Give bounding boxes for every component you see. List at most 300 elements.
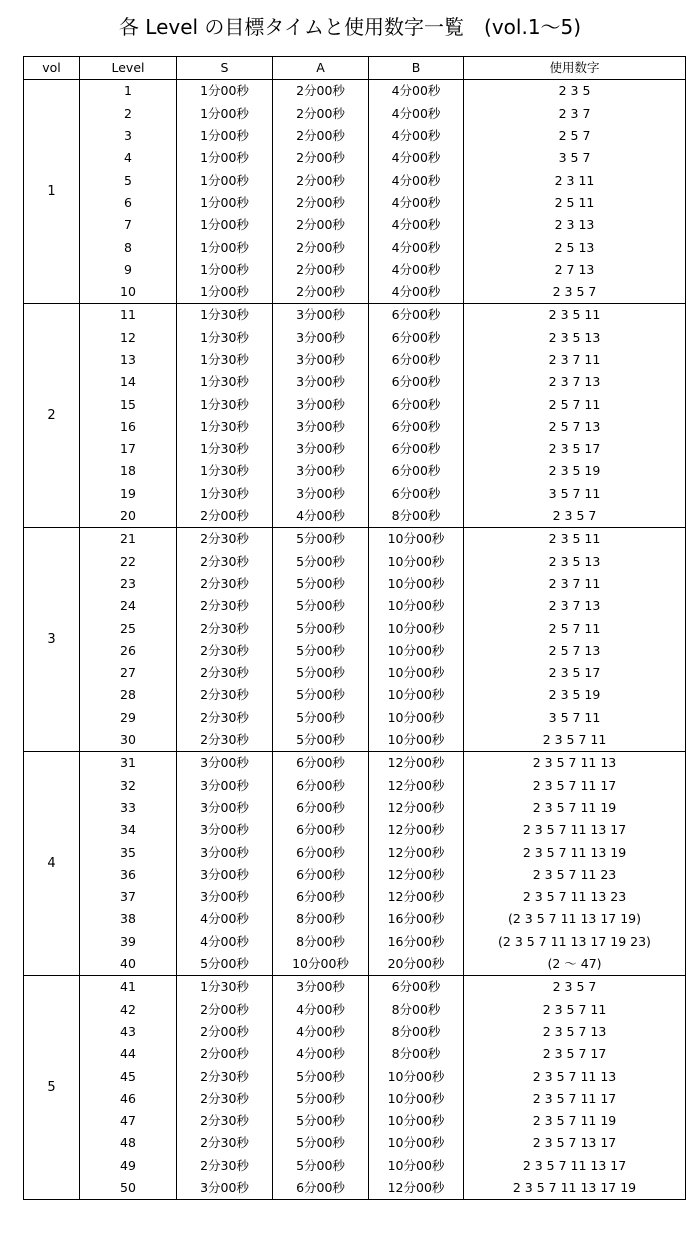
used-numbers-cell: 2 3 5 [464, 80, 686, 103]
vol-cell: 1 [24, 80, 80, 304]
table-row [24, 551, 686, 573]
table-row [24, 147, 686, 169]
s-time-cell: 1分00秒 [177, 192, 273, 214]
s-time-cell: 2分30秒 [177, 1110, 273, 1132]
header-a: A [273, 57, 369, 80]
header-b: B [369, 57, 464, 80]
used-numbers-cell: 2 3 7 13 [464, 371, 686, 393]
s-time-cell: 3分00秒 [177, 775, 273, 797]
a-time-cell: 2分00秒 [273, 236, 369, 258]
used-numbers-cell: 2 3 5 13 [464, 551, 686, 573]
a-time-cell: 3分00秒 [273, 976, 369, 999]
b-time-cell: 8分00秒 [369, 505, 464, 528]
s-time-cell: 1分00秒 [177, 80, 273, 103]
b-time-cell: 6分00秒 [369, 460, 464, 482]
vol-cell: 3 [24, 528, 80, 752]
a-time-cell: 5分00秒 [273, 1132, 369, 1154]
header-level: Level [80, 57, 177, 80]
b-time-cell: 10分00秒 [369, 1088, 464, 1110]
used-numbers-cell: 2 3 5 7 11 17 [464, 775, 686, 797]
b-time-cell: 10分00秒 [369, 1110, 464, 1132]
used-numbers-cell: 3 5 7 [464, 147, 686, 169]
s-time-cell: 3分00秒 [177, 1177, 273, 1200]
b-time-cell: 10分00秒 [369, 573, 464, 595]
s-time-cell: 1分00秒 [177, 103, 273, 125]
table-row [24, 908, 686, 930]
b-time-cell: 4分00秒 [369, 125, 464, 147]
s-time-cell: 2分30秒 [177, 1088, 273, 1110]
table-row [24, 1043, 686, 1065]
level-cell: 24 [80, 595, 177, 617]
table-row [24, 640, 686, 662]
table-row [24, 125, 686, 147]
table-row [24, 349, 686, 371]
level-cell: 30 [80, 729, 177, 752]
level-cell: 8 [80, 236, 177, 258]
level-cell: 28 [80, 684, 177, 706]
b-time-cell: 6分00秒 [369, 349, 464, 371]
b-time-cell: 10分00秒 [369, 729, 464, 752]
s-time-cell: 1分00秒 [177, 147, 273, 169]
used-numbers-cell: 2 3 5 7 11 13 [464, 1065, 686, 1087]
table-row [24, 281, 686, 304]
a-time-cell: 6分00秒 [273, 775, 369, 797]
b-time-cell: 6分00秒 [369, 371, 464, 393]
s-time-cell: 5分00秒 [177, 953, 273, 976]
s-time-cell: 4分00秒 [177, 931, 273, 953]
a-time-cell: 3分00秒 [273, 416, 369, 438]
s-time-cell: 1分30秒 [177, 438, 273, 460]
a-time-cell: 3分00秒 [273, 460, 369, 482]
level-cell: 23 [80, 573, 177, 595]
s-time-cell: 1分00秒 [177, 259, 273, 281]
s-time-cell: 1分30秒 [177, 349, 273, 371]
table-row [24, 1088, 686, 1110]
s-time-cell: 2分30秒 [177, 1155, 273, 1177]
b-time-cell: 10分00秒 [369, 1132, 464, 1154]
s-time-cell: 2分30秒 [177, 662, 273, 684]
a-time-cell: 2分00秒 [273, 214, 369, 236]
used-numbers-cell: 2 3 5 7 11 13 23 [464, 886, 686, 908]
a-time-cell: 5分00秒 [273, 1110, 369, 1132]
table-row [24, 953, 686, 976]
level-cell: 26 [80, 640, 177, 662]
used-numbers-cell: 2 3 5 7 [464, 281, 686, 304]
used-numbers-cell: 2 3 5 7 11 17 [464, 1088, 686, 1110]
b-time-cell: 8分00秒 [369, 1021, 464, 1043]
table-row [24, 528, 686, 551]
a-time-cell: 3分00秒 [273, 393, 369, 415]
b-time-cell: 4分00秒 [369, 169, 464, 191]
b-time-cell: 10分00秒 [369, 662, 464, 684]
b-time-cell: 10分00秒 [369, 528, 464, 551]
s-time-cell: 1分30秒 [177, 393, 273, 415]
table-row [24, 775, 686, 797]
table-row [24, 192, 686, 214]
b-time-cell: 12分00秒 [369, 864, 464, 886]
used-numbers-cell: 2 3 5 19 [464, 460, 686, 482]
s-time-cell: 2分30秒 [177, 573, 273, 595]
level-cell: 50 [80, 1177, 177, 1200]
table-row [24, 1021, 686, 1043]
s-time-cell: 1分00秒 [177, 281, 273, 304]
a-time-cell: 2分00秒 [273, 169, 369, 191]
level-cell: 11 [80, 304, 177, 327]
page-title: 各 Level の目標タイムと使用数字一覧 (vol.1～5) [118, 15, 582, 39]
a-time-cell: 2分00秒 [273, 281, 369, 304]
table-row [24, 1110, 686, 1132]
header-vol: vol [24, 57, 80, 80]
table-row [24, 1177, 686, 1200]
a-time-cell: 3分00秒 [273, 327, 369, 349]
b-time-cell: 10分00秒 [369, 551, 464, 573]
s-time-cell: 1分30秒 [177, 327, 273, 349]
level-cell: 1 [80, 80, 177, 103]
level-cell: 37 [80, 886, 177, 908]
used-numbers-cell: 2 3 5 7 11 13 17 [464, 819, 686, 841]
header-s: S [177, 57, 273, 80]
s-time-cell: 3分00秒 [177, 752, 273, 775]
b-time-cell: 12分00秒 [369, 841, 464, 863]
b-time-cell: 12分00秒 [369, 819, 464, 841]
level-cell: 5 [80, 169, 177, 191]
b-time-cell: 12分00秒 [369, 1177, 464, 1200]
a-time-cell: 4分00秒 [273, 1043, 369, 1065]
table-row [24, 1132, 686, 1154]
table-row [24, 1065, 686, 1087]
level-cell: 4 [80, 147, 177, 169]
a-time-cell: 6分00秒 [273, 797, 369, 819]
level-cell: 35 [80, 841, 177, 863]
header-row [24, 57, 686, 80]
used-numbers-cell: 2 3 5 7 17 [464, 1043, 686, 1065]
b-time-cell: 10分00秒 [369, 1065, 464, 1087]
b-time-cell: 6分00秒 [369, 327, 464, 349]
b-time-cell: 10分00秒 [369, 684, 464, 706]
a-time-cell: 5分00秒 [273, 595, 369, 617]
s-time-cell: 2分00秒 [177, 998, 273, 1020]
level-cell: 46 [80, 1088, 177, 1110]
b-time-cell: 6分00秒 [369, 393, 464, 415]
b-time-cell: 12分00秒 [369, 752, 464, 775]
used-numbers-cell: 2 3 5 7 [464, 976, 686, 999]
header-used-numbers: 使用数字 [464, 57, 686, 80]
table-row [24, 1155, 686, 1177]
table-row [24, 729, 686, 752]
used-numbers-cell: 2 5 7 [464, 125, 686, 147]
s-time-cell: 2分30秒 [177, 551, 273, 573]
b-time-cell: 4分00秒 [369, 147, 464, 169]
a-time-cell: 5分00秒 [273, 573, 369, 595]
level-cell: 38 [80, 908, 177, 930]
level-cell: 7 [80, 214, 177, 236]
level-cell: 49 [80, 1155, 177, 1177]
level-cell: 43 [80, 1021, 177, 1043]
level-cell: 33 [80, 797, 177, 819]
used-numbers-cell: 2 3 13 [464, 214, 686, 236]
used-numbers-cell: 2 3 5 7 11 23 [464, 864, 686, 886]
s-time-cell: 2分30秒 [177, 1065, 273, 1087]
used-numbers-cell: 2 3 11 [464, 169, 686, 191]
level-cell: 2 [80, 103, 177, 125]
level-cell: 39 [80, 931, 177, 953]
table-row [24, 169, 686, 191]
used-numbers-cell: 3 5 7 11 [464, 707, 686, 729]
table-row [24, 864, 686, 886]
used-numbers-cell: 2 5 7 11 [464, 393, 686, 415]
s-time-cell: 2分30秒 [177, 528, 273, 551]
level-cell: 47 [80, 1110, 177, 1132]
a-time-cell: 5分00秒 [273, 1155, 369, 1177]
a-time-cell: 4分00秒 [273, 505, 369, 528]
level-cell: 3 [80, 125, 177, 147]
a-time-cell: 10分00秒 [273, 953, 369, 976]
table-row [24, 80, 686, 103]
used-numbers-cell: (2 ～ 47) [464, 953, 686, 976]
a-time-cell: 6分00秒 [273, 752, 369, 775]
table-row [24, 505, 686, 528]
s-time-cell: 3分00秒 [177, 886, 273, 908]
s-time-cell: 1分00秒 [177, 169, 273, 191]
level-cell: 40 [80, 953, 177, 976]
s-time-cell: 2分30秒 [177, 1132, 273, 1154]
used-numbers-cell: (2 3 5 7 11 13 17 19) [464, 908, 686, 930]
level-cell: 16 [80, 416, 177, 438]
s-time-cell: 2分00秒 [177, 505, 273, 528]
b-time-cell: 6分00秒 [369, 483, 464, 505]
a-time-cell: 5分00秒 [273, 1088, 369, 1110]
s-time-cell: 1分30秒 [177, 976, 273, 999]
table-row [24, 483, 686, 505]
a-time-cell: 3分00秒 [273, 349, 369, 371]
level-cell: 31 [80, 752, 177, 775]
b-time-cell: 4分00秒 [369, 281, 464, 304]
a-time-cell: 5分00秒 [273, 1065, 369, 1087]
level-cell: 15 [80, 393, 177, 415]
table-row [24, 304, 686, 327]
used-numbers-cell: 2 3 7 11 [464, 573, 686, 595]
b-time-cell: 10分00秒 [369, 707, 464, 729]
a-time-cell: 6分00秒 [273, 864, 369, 886]
a-time-cell: 5分00秒 [273, 662, 369, 684]
a-time-cell: 6分00秒 [273, 841, 369, 863]
a-time-cell: 6分00秒 [273, 819, 369, 841]
level-cell: 48 [80, 1132, 177, 1154]
table-row [24, 707, 686, 729]
table-row [24, 438, 686, 460]
vol-cell: 5 [24, 976, 80, 1200]
level-cell: 36 [80, 864, 177, 886]
level-cell: 20 [80, 505, 177, 528]
level-cell: 29 [80, 707, 177, 729]
table-row [24, 460, 686, 482]
used-numbers-cell: 2 5 7 11 [464, 617, 686, 639]
s-time-cell: 2分00秒 [177, 1043, 273, 1065]
b-time-cell: 4分00秒 [369, 236, 464, 258]
table-row [24, 595, 686, 617]
level-cell: 9 [80, 259, 177, 281]
used-numbers-cell: 2 3 5 7 13 17 [464, 1132, 686, 1154]
level-cell: 45 [80, 1065, 177, 1087]
a-time-cell: 5分00秒 [273, 640, 369, 662]
used-numbers-cell: 2 3 5 7 11 13 17 19 [464, 1177, 686, 1200]
used-numbers-cell: 2 5 7 13 [464, 416, 686, 438]
b-time-cell: 20分00秒 [369, 953, 464, 976]
s-time-cell: 2分30秒 [177, 684, 273, 706]
s-time-cell: 1分30秒 [177, 483, 273, 505]
b-time-cell: 8分00秒 [369, 998, 464, 1020]
table-row [24, 371, 686, 393]
s-time-cell: 3分00秒 [177, 864, 273, 886]
b-time-cell: 6分00秒 [369, 416, 464, 438]
b-time-cell: 4分00秒 [369, 103, 464, 125]
level-cell: 34 [80, 819, 177, 841]
a-time-cell: 5分00秒 [273, 617, 369, 639]
table-row [24, 416, 686, 438]
a-time-cell: 5分00秒 [273, 707, 369, 729]
a-time-cell: 8分00秒 [273, 931, 369, 953]
used-numbers-cell: 2 5 11 [464, 192, 686, 214]
vol-cell: 2 [24, 304, 80, 528]
level-cell: 13 [80, 349, 177, 371]
table-row [24, 259, 686, 281]
a-time-cell: 5分00秒 [273, 684, 369, 706]
used-numbers-cell: 2 3 5 7 [464, 505, 686, 528]
a-time-cell: 2分00秒 [273, 147, 369, 169]
s-time-cell: 3分00秒 [177, 819, 273, 841]
used-numbers-cell: 2 5 13 [464, 236, 686, 258]
level-cell: 14 [80, 371, 177, 393]
b-time-cell: 10分00秒 [369, 595, 464, 617]
a-time-cell: 5分00秒 [273, 729, 369, 752]
used-numbers-cell: 3 5 7 11 [464, 483, 686, 505]
table-row [24, 976, 686, 999]
s-time-cell: 3分00秒 [177, 797, 273, 819]
used-numbers-cell: 2 3 5 11 [464, 528, 686, 551]
level-cell: 21 [80, 528, 177, 551]
s-time-cell: 2分30秒 [177, 707, 273, 729]
s-time-cell: 2分00秒 [177, 1021, 273, 1043]
used-numbers-cell: (2 3 5 7 11 13 17 19 23) [464, 931, 686, 953]
b-time-cell: 10分00秒 [369, 1155, 464, 1177]
table-row [24, 327, 686, 349]
table-row [24, 214, 686, 236]
table-row [24, 931, 686, 953]
b-time-cell: 6分00秒 [369, 438, 464, 460]
used-numbers-cell: 2 3 5 7 11 [464, 729, 686, 752]
vol-cell: 4 [24, 752, 80, 976]
used-numbers-cell: 2 3 5 19 [464, 684, 686, 706]
s-time-cell: 1分00秒 [177, 236, 273, 258]
used-numbers-cell: 2 3 5 7 11 13 19 [464, 841, 686, 863]
b-time-cell: 12分00秒 [369, 797, 464, 819]
s-time-cell: 1分00秒 [177, 214, 273, 236]
used-numbers-cell: 2 3 7 11 [464, 349, 686, 371]
level-cell: 44 [80, 1043, 177, 1065]
s-time-cell: 1分30秒 [177, 460, 273, 482]
level-cell: 17 [80, 438, 177, 460]
level-cell: 42 [80, 998, 177, 1020]
table-row [24, 886, 686, 908]
a-time-cell: 3分00秒 [273, 483, 369, 505]
a-time-cell: 3分00秒 [273, 304, 369, 327]
s-time-cell: 3分00秒 [177, 841, 273, 863]
b-time-cell: 12分00秒 [369, 886, 464, 908]
used-numbers-cell: 2 5 7 13 [464, 640, 686, 662]
table-row [24, 617, 686, 639]
b-time-cell: 16分00秒 [369, 931, 464, 953]
s-time-cell: 1分00秒 [177, 125, 273, 147]
table-row [24, 662, 686, 684]
a-time-cell: 4分00秒 [273, 1021, 369, 1043]
used-numbers-cell: 2 3 5 17 [464, 438, 686, 460]
used-numbers-cell: 2 3 5 7 13 [464, 1021, 686, 1043]
used-numbers-cell: 2 7 13 [464, 259, 686, 281]
level-cell: 25 [80, 617, 177, 639]
level-cell: 27 [80, 662, 177, 684]
b-time-cell: 16分00秒 [369, 908, 464, 930]
table-row [24, 103, 686, 125]
b-time-cell: 4分00秒 [369, 80, 464, 103]
used-numbers-cell: 2 3 7 13 [464, 595, 686, 617]
s-time-cell: 2分30秒 [177, 729, 273, 752]
s-time-cell: 1分30秒 [177, 371, 273, 393]
a-time-cell: 3分00秒 [273, 438, 369, 460]
b-time-cell: 10分00秒 [369, 617, 464, 639]
a-time-cell: 5分00秒 [273, 551, 369, 573]
a-time-cell: 6分00秒 [273, 1177, 369, 1200]
s-time-cell: 1分30秒 [177, 304, 273, 327]
b-time-cell: 6分00秒 [369, 976, 464, 999]
used-numbers-cell: 2 3 5 17 [464, 662, 686, 684]
a-time-cell: 2分00秒 [273, 192, 369, 214]
table-row [24, 797, 686, 819]
used-numbers-cell: 2 3 5 7 11 13 17 [464, 1155, 686, 1177]
used-numbers-cell: 2 3 5 13 [464, 327, 686, 349]
used-numbers-cell: 2 3 5 11 [464, 304, 686, 327]
a-time-cell: 3分00秒 [273, 371, 369, 393]
level-cell: 18 [80, 460, 177, 482]
table-row [24, 998, 686, 1020]
b-time-cell: 4分00秒 [369, 214, 464, 236]
used-numbers-cell: 2 3 5 7 11 19 [464, 1110, 686, 1132]
level-cell: 41 [80, 976, 177, 999]
level-cell: 19 [80, 483, 177, 505]
used-numbers-cell: 2 3 5 7 11 [464, 998, 686, 1020]
table-row [24, 573, 686, 595]
level-cell: 6 [80, 192, 177, 214]
table-row [24, 819, 686, 841]
a-time-cell: 5分00秒 [273, 528, 369, 551]
table-row [24, 236, 686, 258]
b-time-cell: 4分00秒 [369, 192, 464, 214]
b-time-cell: 6分00秒 [369, 304, 464, 327]
a-time-cell: 6分00秒 [273, 886, 369, 908]
s-time-cell: 4分00秒 [177, 908, 273, 930]
table-row [24, 752, 686, 775]
table-row [24, 393, 686, 415]
a-time-cell: 8分00秒 [273, 908, 369, 930]
a-time-cell: 2分00秒 [273, 80, 369, 103]
s-time-cell: 1分30秒 [177, 416, 273, 438]
used-numbers-cell: 2 3 7 [464, 103, 686, 125]
a-time-cell: 2分00秒 [273, 259, 369, 281]
table-body [24, 80, 686, 1200]
s-time-cell: 2分30秒 [177, 595, 273, 617]
level-cell: 32 [80, 775, 177, 797]
b-time-cell: 10分00秒 [369, 640, 464, 662]
a-time-cell: 4分00秒 [273, 998, 369, 1020]
